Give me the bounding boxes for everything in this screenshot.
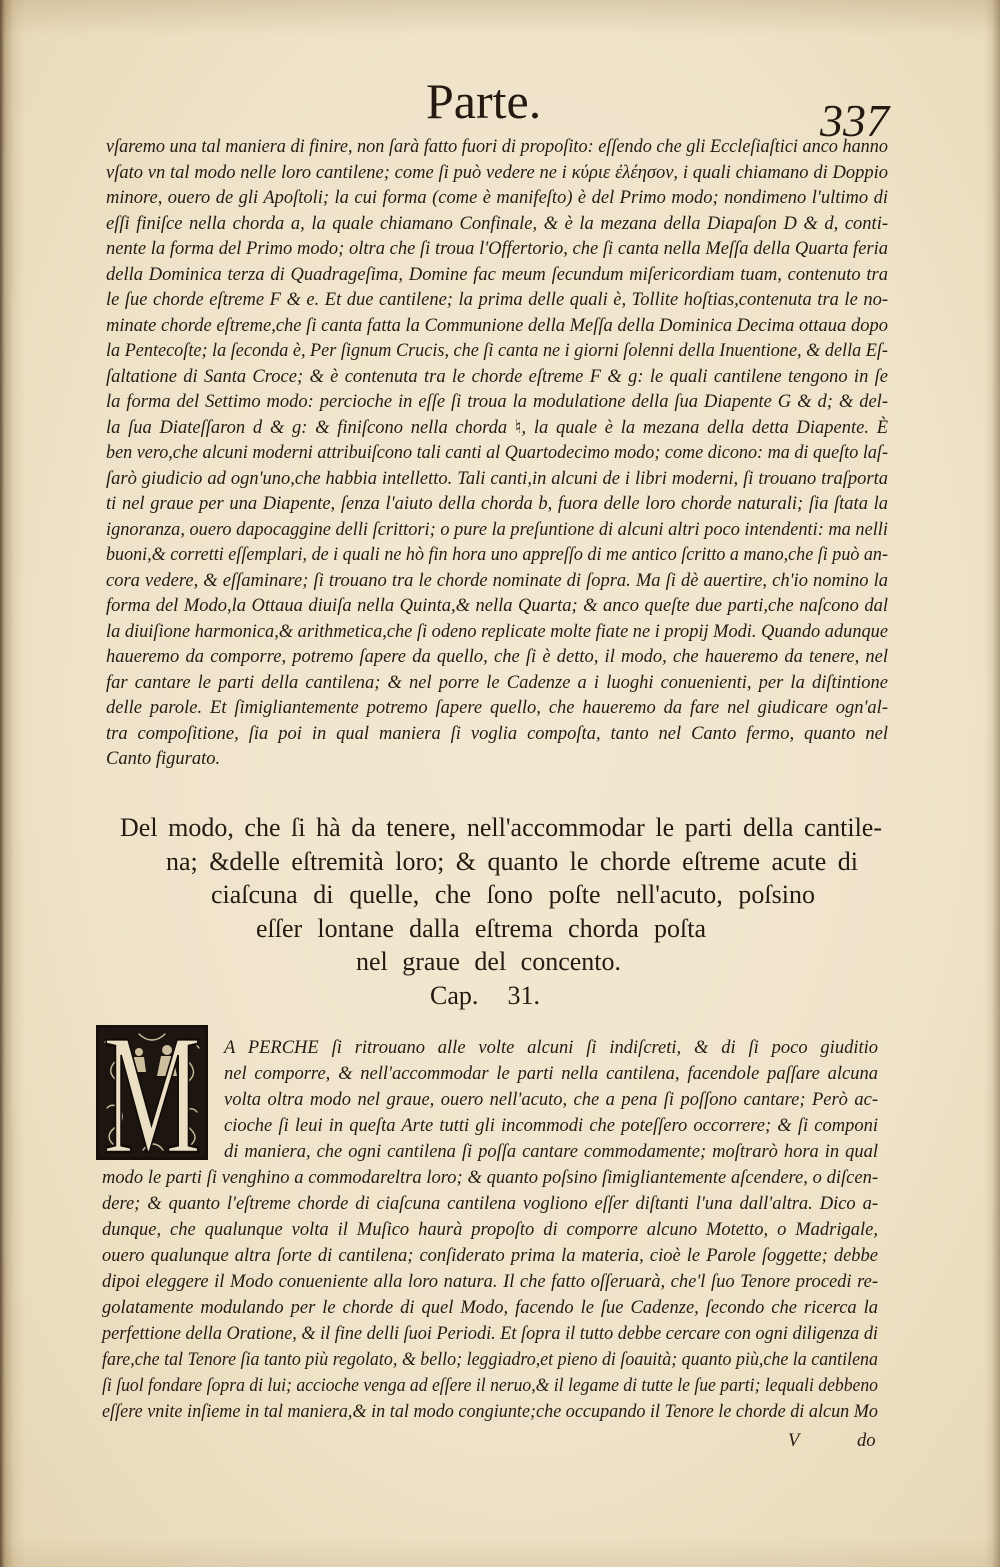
catchword: do [857,1431,876,1451]
paragraph-1 [106,135,888,773]
body-line: ſarò giudicio ad ogn'uno,che habbia intelletto. Tali canti,in alcuni de i libri moderni, ſi trouano traſporta [106,468,888,489]
chapter-heading-line: na; &delle eſtremità loro; & quanto le chorde eſtreme acute di [166,846,858,876]
body-line: haueremo da comporre, potremo ſapere da quello, che ſi è detto, il modo, che haueremo da tenere, nel [106,647,888,667]
body-line: modo le parti ſi venghino a commodareltra loro; & quanto poſsino ſimigliantemente aſcendere, o diſcen- [102,1168,878,1188]
signature-mark: V [788,1431,800,1451]
body-line: delle parole. Et ſimigliantemente potremo ſapere quello, che haueremo da fare nel giudicare ogn'al- [106,698,888,718]
body-line: forma del Modo,la Ottaua diuiſa nella Quinta,& nella Quarta; & anco queſte due parti,che naſcono dal [106,596,888,616]
body-line: Canto figurato. [106,749,221,769]
chapter-heading-line: nel graue del concento. [356,947,621,976]
body-line: la ſua Diateſſaron d & g: & finiſcono nella chorda ♮, la quale è la mezana della detta Diapente. È [106,417,888,438]
body-line: cora vedere, & eſſaminare; ſi trouano tra le chorde nominate di ſopra. Ma ſi dè auertire, ch'io nomino la [106,570,888,591]
running-title: Parte. [426,73,542,129]
chapter-heading-line: Del modo, che ſi hà da tenere, nell'accommodar le parti della cantile- [120,813,882,842]
body-line: della Dominica terza di Quadrageſima, Domine fac meum ſecundum miſericordiam tuam, contenuto tra [106,264,888,285]
chapter-heading-line: ciaſcuna di quelle, che ſono poſte nell'acuto, poſsino [211,880,815,909]
page-number: 337 [820,95,889,146]
body-line: la Pentecoſte; la ſeconda è, Per ſignum Crucis, che ſi canta ne i giorni ſolenni della Inuentione, & della Eſ- [106,341,888,361]
body-line: golatamente modulando per le chorde di quel Modo, facendo le ſue Cadenze, ſecondo che ricerca la [102,1298,878,1318]
body-line: ti nel graue per una Diapente, ſenza l'aiuto della chorda b, fuora delle loro chorde naturali; ſia ſtata la [106,494,888,514]
body-line: tra compoſitione, ſia poi in qual maniera ſi voglia compoſta, tanto nel Canto fermo, quanto nel [106,723,888,744]
body-line: eſſere vnite inſieme in tal maniera,& in tal modo congiunte;che occupando il Tenore le chorde di alcun Mo [102,1402,878,1422]
body-line: vſaremo una tal maniera di finire, non ſarà fatto fuori di propoſito: eſſendo che gli Eccleſiaſtici anco hanno [106,137,888,157]
body-line: nel comporre, & nell'accommodar le parti nella cantilena, facendole paſſare alcuna [224,1064,878,1084]
body-line: buoni,& corretti eſſemplari, de i quali ne hò fin hora uno appreſſo di me antico ſcritto a mano,che ſi può an- [106,545,888,565]
body-line: perfettione della Oratione, & il fine delli ſuoi Periodi. Et ſopra il tutto debbe cercare con ogni diligenza di [102,1324,878,1344]
body-line: la forma del Settimo modo: percioche in eſſe ſi troua la modulatione della ſua Diapente G & d; & del- [106,392,888,412]
body-line: far cantare le parti della cantilena; & nel porre le Cadenze a i luoghi conuenienti, per la diſtintione [106,672,888,693]
body-line: eſſi finiſce nella chorda a, la quale chiamano Confinale, & è la mezana della Diapaſon D & d, conti- [106,213,888,234]
body-line: dere; & quanto l'eſtreme chorde di ciaſcuna cantilena vogliono eſſer diſtanti l'una dall'altra. Dico a- [102,1194,878,1214]
chapter-heading-line: eſſer lontane dalla eſtrema chorda poſta [256,913,706,943]
body-line: nente la forma del Primo modo; oltra che ſi troua l'Offertorio, che ſi canta nella Meſſa della Quarta feria [106,239,888,259]
drop-cap-letter: M [103,1000,201,1190]
body-line: dunque, che qualunque volta il Muſico haurà propoſto di comporre alcuno Motetto, o Madrigale, [102,1220,878,1240]
body-line: minate chorde eſtreme,che ſi canta fatta la Communione della Meſſa della Dominica Decima ottaua dopo [106,315,888,336]
body-line: fare,che tal Tenore ſia tanto più regolato, & bello; leggiadro,et pieno di ſoauità; quanto più,che la cantilena [102,1350,878,1370]
body-line: ignoranza, ouero dapocaggine delli ſcrittori; o pure la preſuntione di alcuni altri poco intendenti: ma nelli [106,519,888,540]
body-line: di maniera, che ogni cantilena ſi poſſa cantare commodamente; moſtrarò hora in qual [224,1142,878,1162]
body-line: ſaltatione di Santa Croce; & è contenuta tra le chorde eſtreme F & g: le quali cantilene tengono in ſe [106,366,888,387]
chapter-number: Cap. 31. [430,980,540,1010]
body-line: vſato vn tal modo nelle loro cantilene; come ſi può vedere ne i κύριε ἐλέησον, i quali chiamano di Doppio [106,162,888,183]
chapter-heading [0,811,1000,1012]
body-line: minore, ouero de gli Apoſtoli; la cui forma (come è manifeſto) è del Primo modo; nondimeno l'ultimo di [106,188,888,208]
body-line: la diuiſione harmonica,& arithmetica,che ſi odeno replicate molte fiate ne i propij Modi. Quando adunque [106,621,888,642]
body-line: volta oltra modo nel graue, ouero nell'acuto, che a pena ſi poſſono cantare; Però ac- [224,1090,878,1110]
body-line: ouero qualunque altra ſorte di cantilena; conſiderato prima la materia, cioè le Parole ſoggette; debbe [102,1246,878,1266]
paragraph-2 [102,1035,878,1425]
body-line: ſi ſuol fondare ſopra di lui; accioche venga ad eſſere il neruo,& il legame di tutte le ſue parti; lequali debbeno [102,1376,878,1396]
body-line: cioche ſi leui in queſta Arte tutti gli incommodi che poteſſero occorrere; & ſi componi [224,1116,878,1136]
body-line: dipoi eleggere il Modo conueniente alla loro natura. Il che fatto oſſeruarà, che'l ſuo Tenore procedi re- [102,1272,878,1292]
body-line: ben vero,che alcuni moderni attribuiſcono tali canti al Quartodecimo modo; come dicono: ma di queſto laſ- [106,443,888,463]
body-line: A PERCHE ſi ritrouano alle volte alcuni ſi indiſcreti, & di ſi poco giuditio [224,1038,878,1058]
body-line: le ſue chorde eſtreme F & e. Et due cantilene; la prima delle quali è, Tollite hoſtias,contenuta tra le no- [106,290,888,310]
